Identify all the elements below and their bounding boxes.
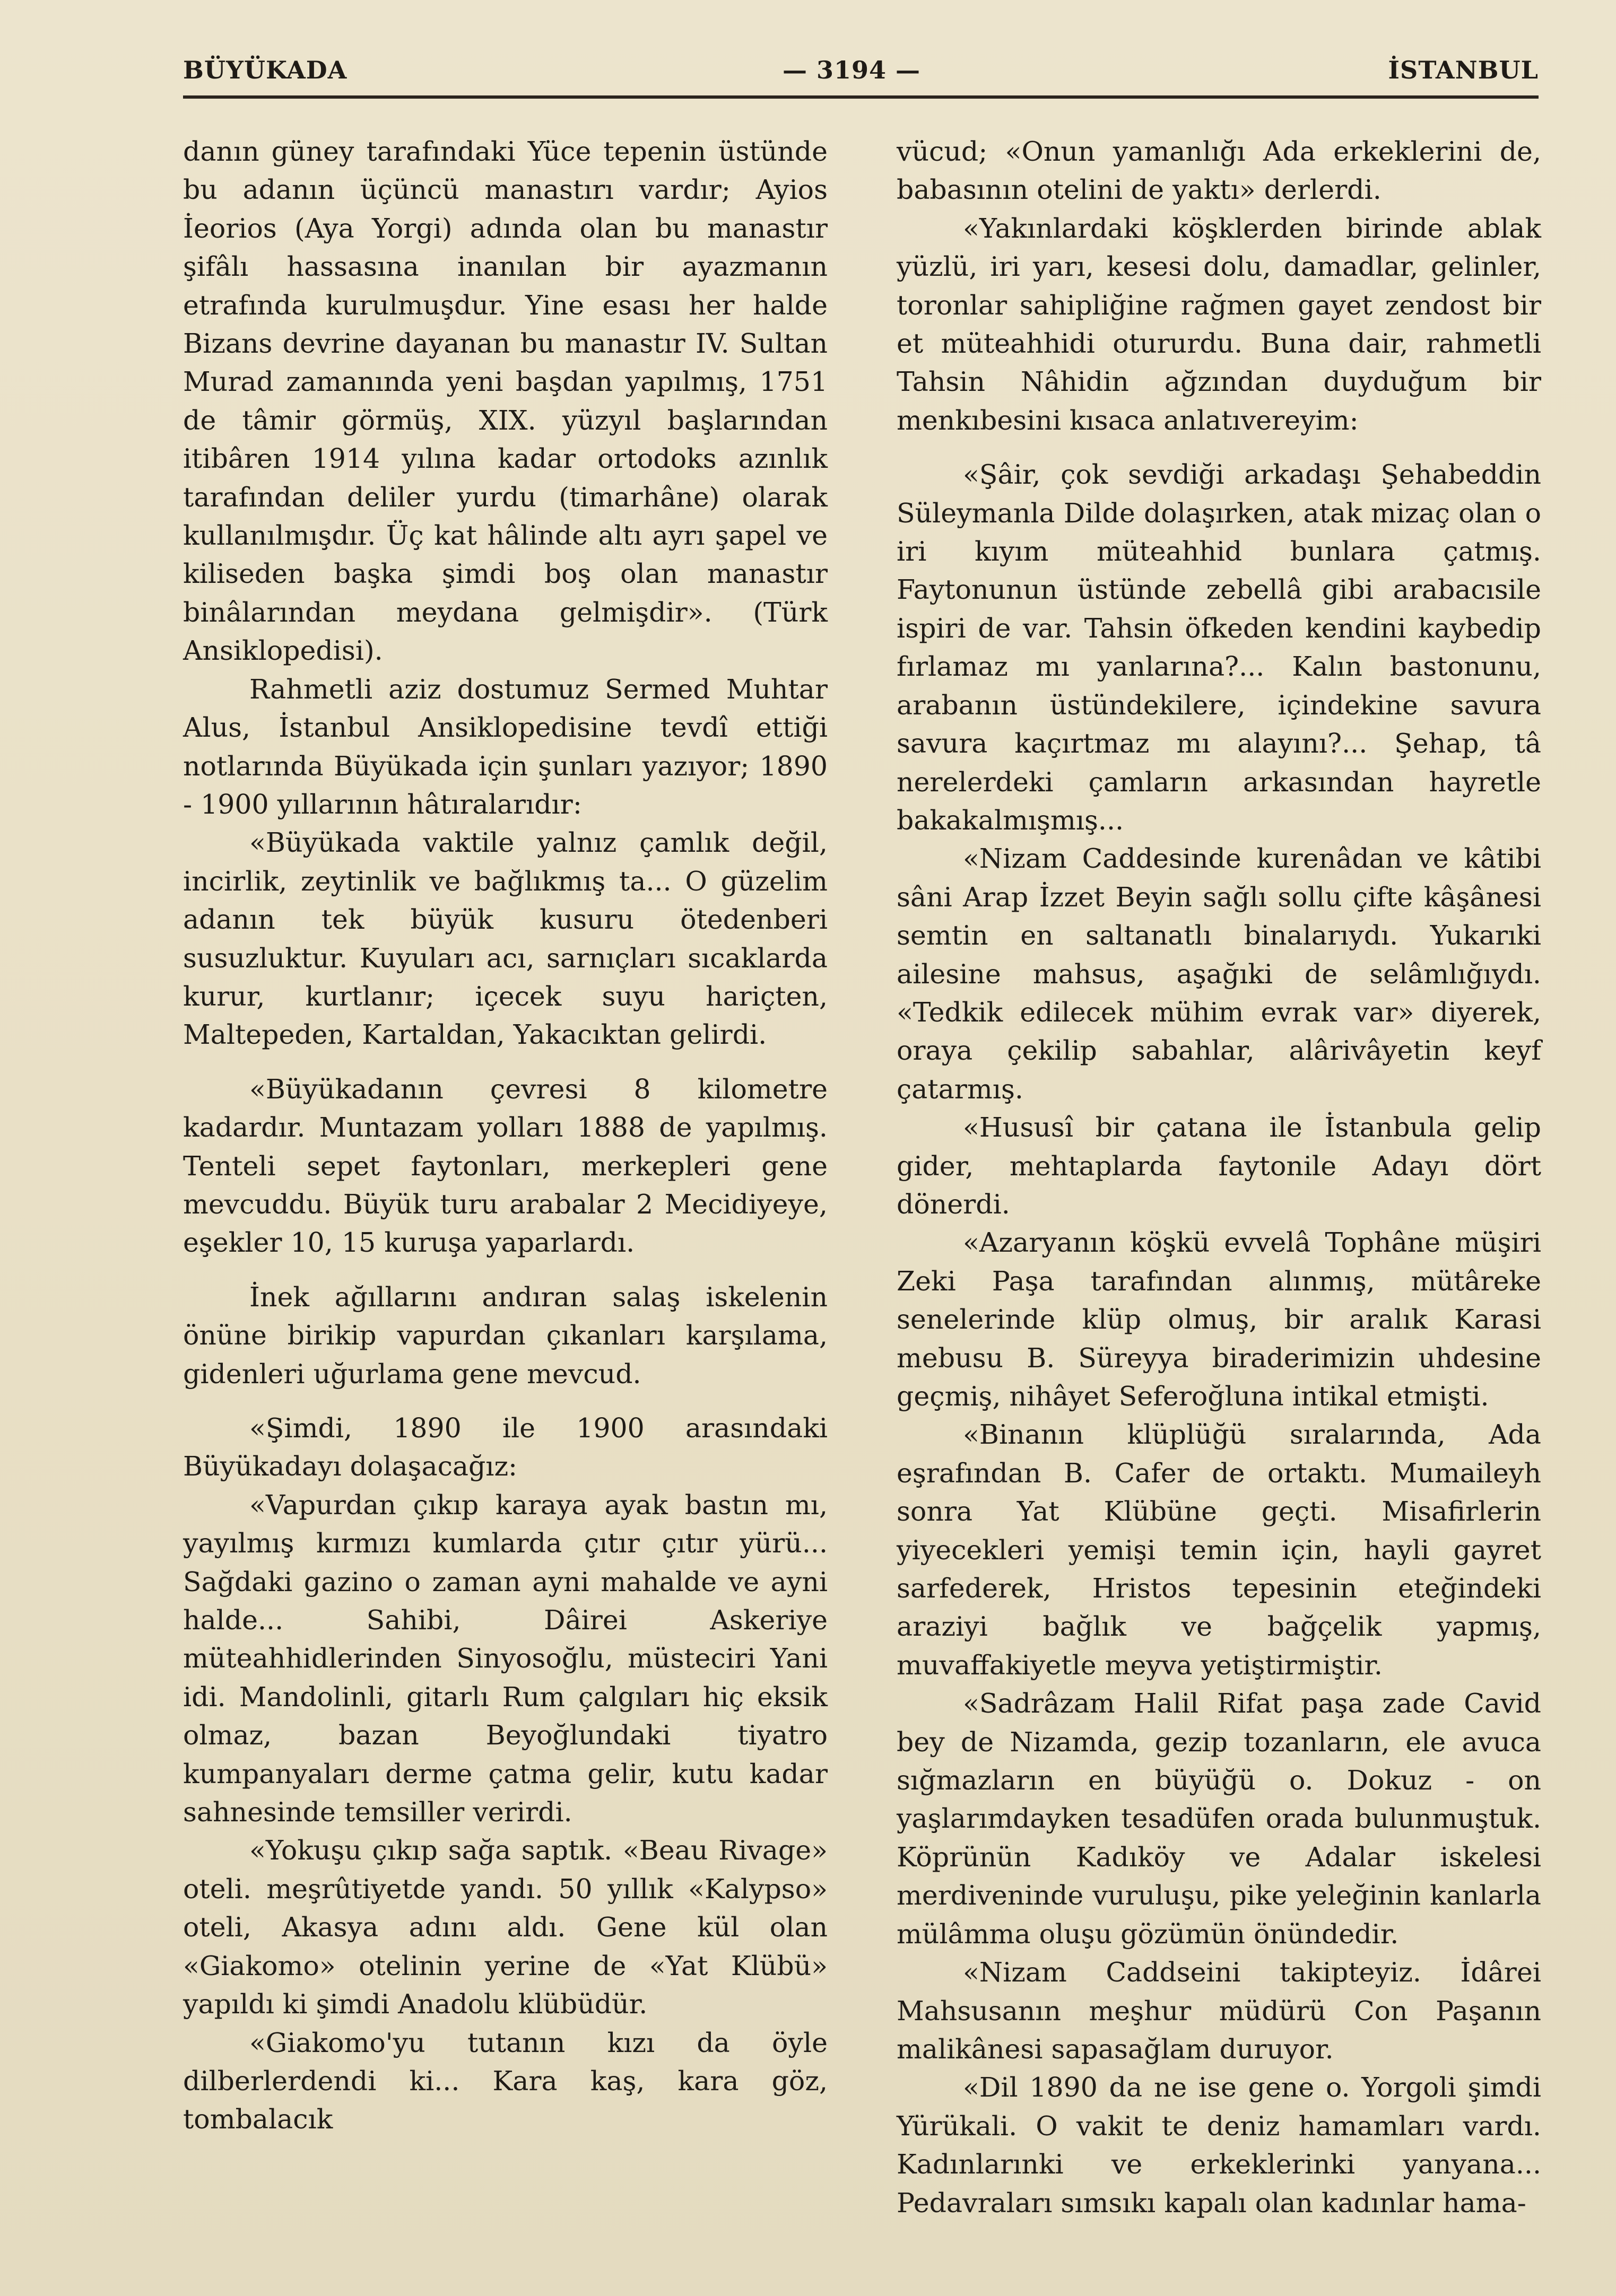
left-column bbox=[183, 133, 828, 2139]
page-number: — 3194 — bbox=[783, 56, 921, 84]
paragraph: «Şâir, çok sevdiği arkadaşı Şehabeddin Süleymanla Dilde dolaşırken, atak mizaç olan o iri kıyım müteahhid bunlara çatmış. Faytonunun üstünde zebellâ gibi arabacısile ispiri de var. Tahsin öfkeden kendini kaybedip fırlamaz mı yanlarına?... Kalın bastonunu, arabanın üstündekilere, içindekine savura savura kaçırtmaz mı alayını?... Şehap, tâ nerelerdeki çamların arkasından hayretle bakakalmışmış... bbox=[897, 459, 1541, 836]
paragraph: «Büyükada vaktile yalnız çamlık değil, incirlik, zeytinlik ve bağlıkmış ta... O güzelim adanın tek büyük kusuru ötedenberi susuzluktur. Kuyuları acı, sarnıçları sıcaklarda kurur, kurtlanır; içecek suyu hariçten, Maltepeden, Kartaldan, Yakacıktan gelirdi. bbox=[183, 827, 828, 1051]
volume-title: İSTANBUL bbox=[1388, 56, 1539, 84]
paragraph: İnek ağıllarını andıran salaş iskelenin önüne birikip vapurdan çıkanları karşılama, gidenleri uğurlama gene mevcud. bbox=[183, 1281, 828, 1390]
paragraph: «Vapurdan çıkıp karaya ayak bastın mı, yayılmış kırmızı kumlarda çıtır çıtır yürü... Sağdaki gazino o zaman ayni mahalde ve ayni halde... Sahibi, Dâirei Askeriye müteahhidlerinden Sinyosoğlu, müsteciri Yani idi. Mandolinli, gitarlı Rum çalgıları hiç eksik olmaz, bazan Beyoğlundaki tiyatro kumpanyaları derme çatma gelir, kutu kadar sahnesinde temsiller verirdi. bbox=[183, 1489, 828, 1828]
paragraph: «Giakomo'yu tutanın kızı da öyle dilberlerdendi ki... Kara kaş, kara göz, tombalacık bbox=[183, 2027, 828, 2135]
header-rule bbox=[183, 95, 1539, 99]
paragraph: vücud; «Onun yamanlığı Ada erkeklerini de, babasının otelini de yaktı» derlerdi. bbox=[897, 136, 1541, 206]
paragraph: «Azaryanın köşkü evvelâ Tophâne müşiri Zeki Paşa tarafından alınmış, mütâreke senelerinde klüp olmuş, bir aralık Karasi mebusu B. Süreyya biraderimizin uhdesine geçmiş, nihâyet Seferoğluna intikal etmişti. bbox=[897, 1227, 1541, 1412]
right-column bbox=[897, 133, 1541, 2222]
section-title: BÜYÜKADA bbox=[183, 56, 347, 84]
paragraph: «Şimdi, 1890 ile 1900 arasındaki Büyükadayı dolaşacağız: bbox=[183, 1412, 828, 1482]
paragraph: «Nizam Caddseini takipteyiz. İdârei Mahsusanın meşhur müdürü Con Paşanın malikânesi sapasağlam duruyor. bbox=[897, 1957, 1541, 2065]
paragraph: «Nizam Caddesinde kurenâdan ve kâtibi sâni Arap İzzet Beyin sağlı sollu çifte kâşânesi semtin en saltanatlı binalarıydı. Yukarıki ailesine mahsus, aşağıki de selâmlığıydı. «Tedkik edilecek mühim evrak var» diyerek, oraya çekilip sabahlar, alârivâyetin keyf çatarmış. bbox=[897, 843, 1541, 1105]
paragraph: «Yokuşu çıkıp sağa saptık. «Beau Rivage» oteli. meşrûtiyetde yandı. 50 yıllık «Kalypso» oteli, Akasya adını aldı. Gene kül olan «Giakomo» otelinin yerine de «Yat Klübü» yapıldı ki şimdi Anadolu klübüdür. bbox=[183, 1835, 828, 2020]
paragraph: «Yakınlardaki köşklerden birinde ablak yüzlü, iri yarı, kesesi dolu, damadlar, gelinler, toronlar sahipliğine rağmen gayet zendost bir et müteahhidi otururdu. Buna dair, rahmetli Tahsin Nâhidin ağzından duyduğum bir menkıbesini kısaca anlatıvereyim: bbox=[897, 212, 1541, 436]
paragraph: Rahmetli aziz dostumuz Sermed Muhtar Alus, İstanbul Ansiklopedisine tevdî ettiği notlarında Büyükada için şunları yazıyor; 1890 - 1900 yıllarının hâtıralarıdır: bbox=[183, 673, 828, 820]
paragraph: «Sadrâzam Halil Rifat paşa zade Cavid bey de Nizamda, gezip tozanların, ele avuca sığmazların en büyüğü o. Dokuz - on yaşlarımdayken tesadüfen orada bulunmuştuk. Köprünün Kadıköy ve Adalar iskelesi merdiveninde vuruluşu, pike yeleğinin kanlarla mülâmma oluşu gözümün önündedir. bbox=[897, 1688, 1541, 1950]
paragraph: «Binanın klüplüğü sıralarında, Ada eşrafından B. Cafer de ortaktı. Mumaileyh sonra Yat Klübüne geçti. Misafirlerin yiyecekleri yemişi temin için, hayli gayret sarfederek, Hristos tepesinin eteğindeki araziyi bağlık ve bağçelik yapmış, muvaffakiyetle meyva yetiştirmiştir. bbox=[897, 1419, 1541, 1681]
paragraph: danın güney tarafındaki Yüce tepenin üstünde bu adanın üçüncü manastırı vardır; Ayios İeorios (Aya Yorgi) adında olan bu manastır şifâlı hassasına inanılan bir ayazmanın etrafında kurulmuşdur. Yine esası her halde Bizans devrine dayanan bu manastır IV. Sultan Murad zamanında yeni başdan yapılmış, 1751 de tâmir görmüş, XIX. yüzyıl başlarından itibâren 1914 yılına kadar ortodoks azınlık tarafından deliler yurdu (timarhâne) olarak kullanılmışdır. Üç kat hâlinde altı ayrı şapel ve kiliseden başka şimdi boş olan manastır binâlarından meydana gelmişdir». (Türk Ansiklopedisi). bbox=[183, 136, 828, 667]
paragraph: «Dil 1890 da ne ise gene o. Yorgoli şimdi Yürükali. O vakit te deniz hamamları vardı. Kadınlarınki ve erkeklerinki yanyana... Pedavraları sımsıkı kapalı olan kadınlar hama- bbox=[897, 2072, 1541, 2219]
paragraph: «Büyükadanın çevresi 8 kilometre kadardır. Muntazam yolları 1888 de yapılmış. Tenteli sepet faytonları, merkepleri gene mevcuddu. Büyük turu arabalar 2 Mecidiyeye, eşekler 10, 15 kuruşa yaparlardı. bbox=[183, 1073, 828, 1259]
running-header bbox=[183, 50, 1539, 98]
paragraph: «Hususî bir çatana ile İstanbula gelip gider, mehtaplarda faytonile Adayı dört dönerdi. bbox=[897, 1112, 1541, 1220]
